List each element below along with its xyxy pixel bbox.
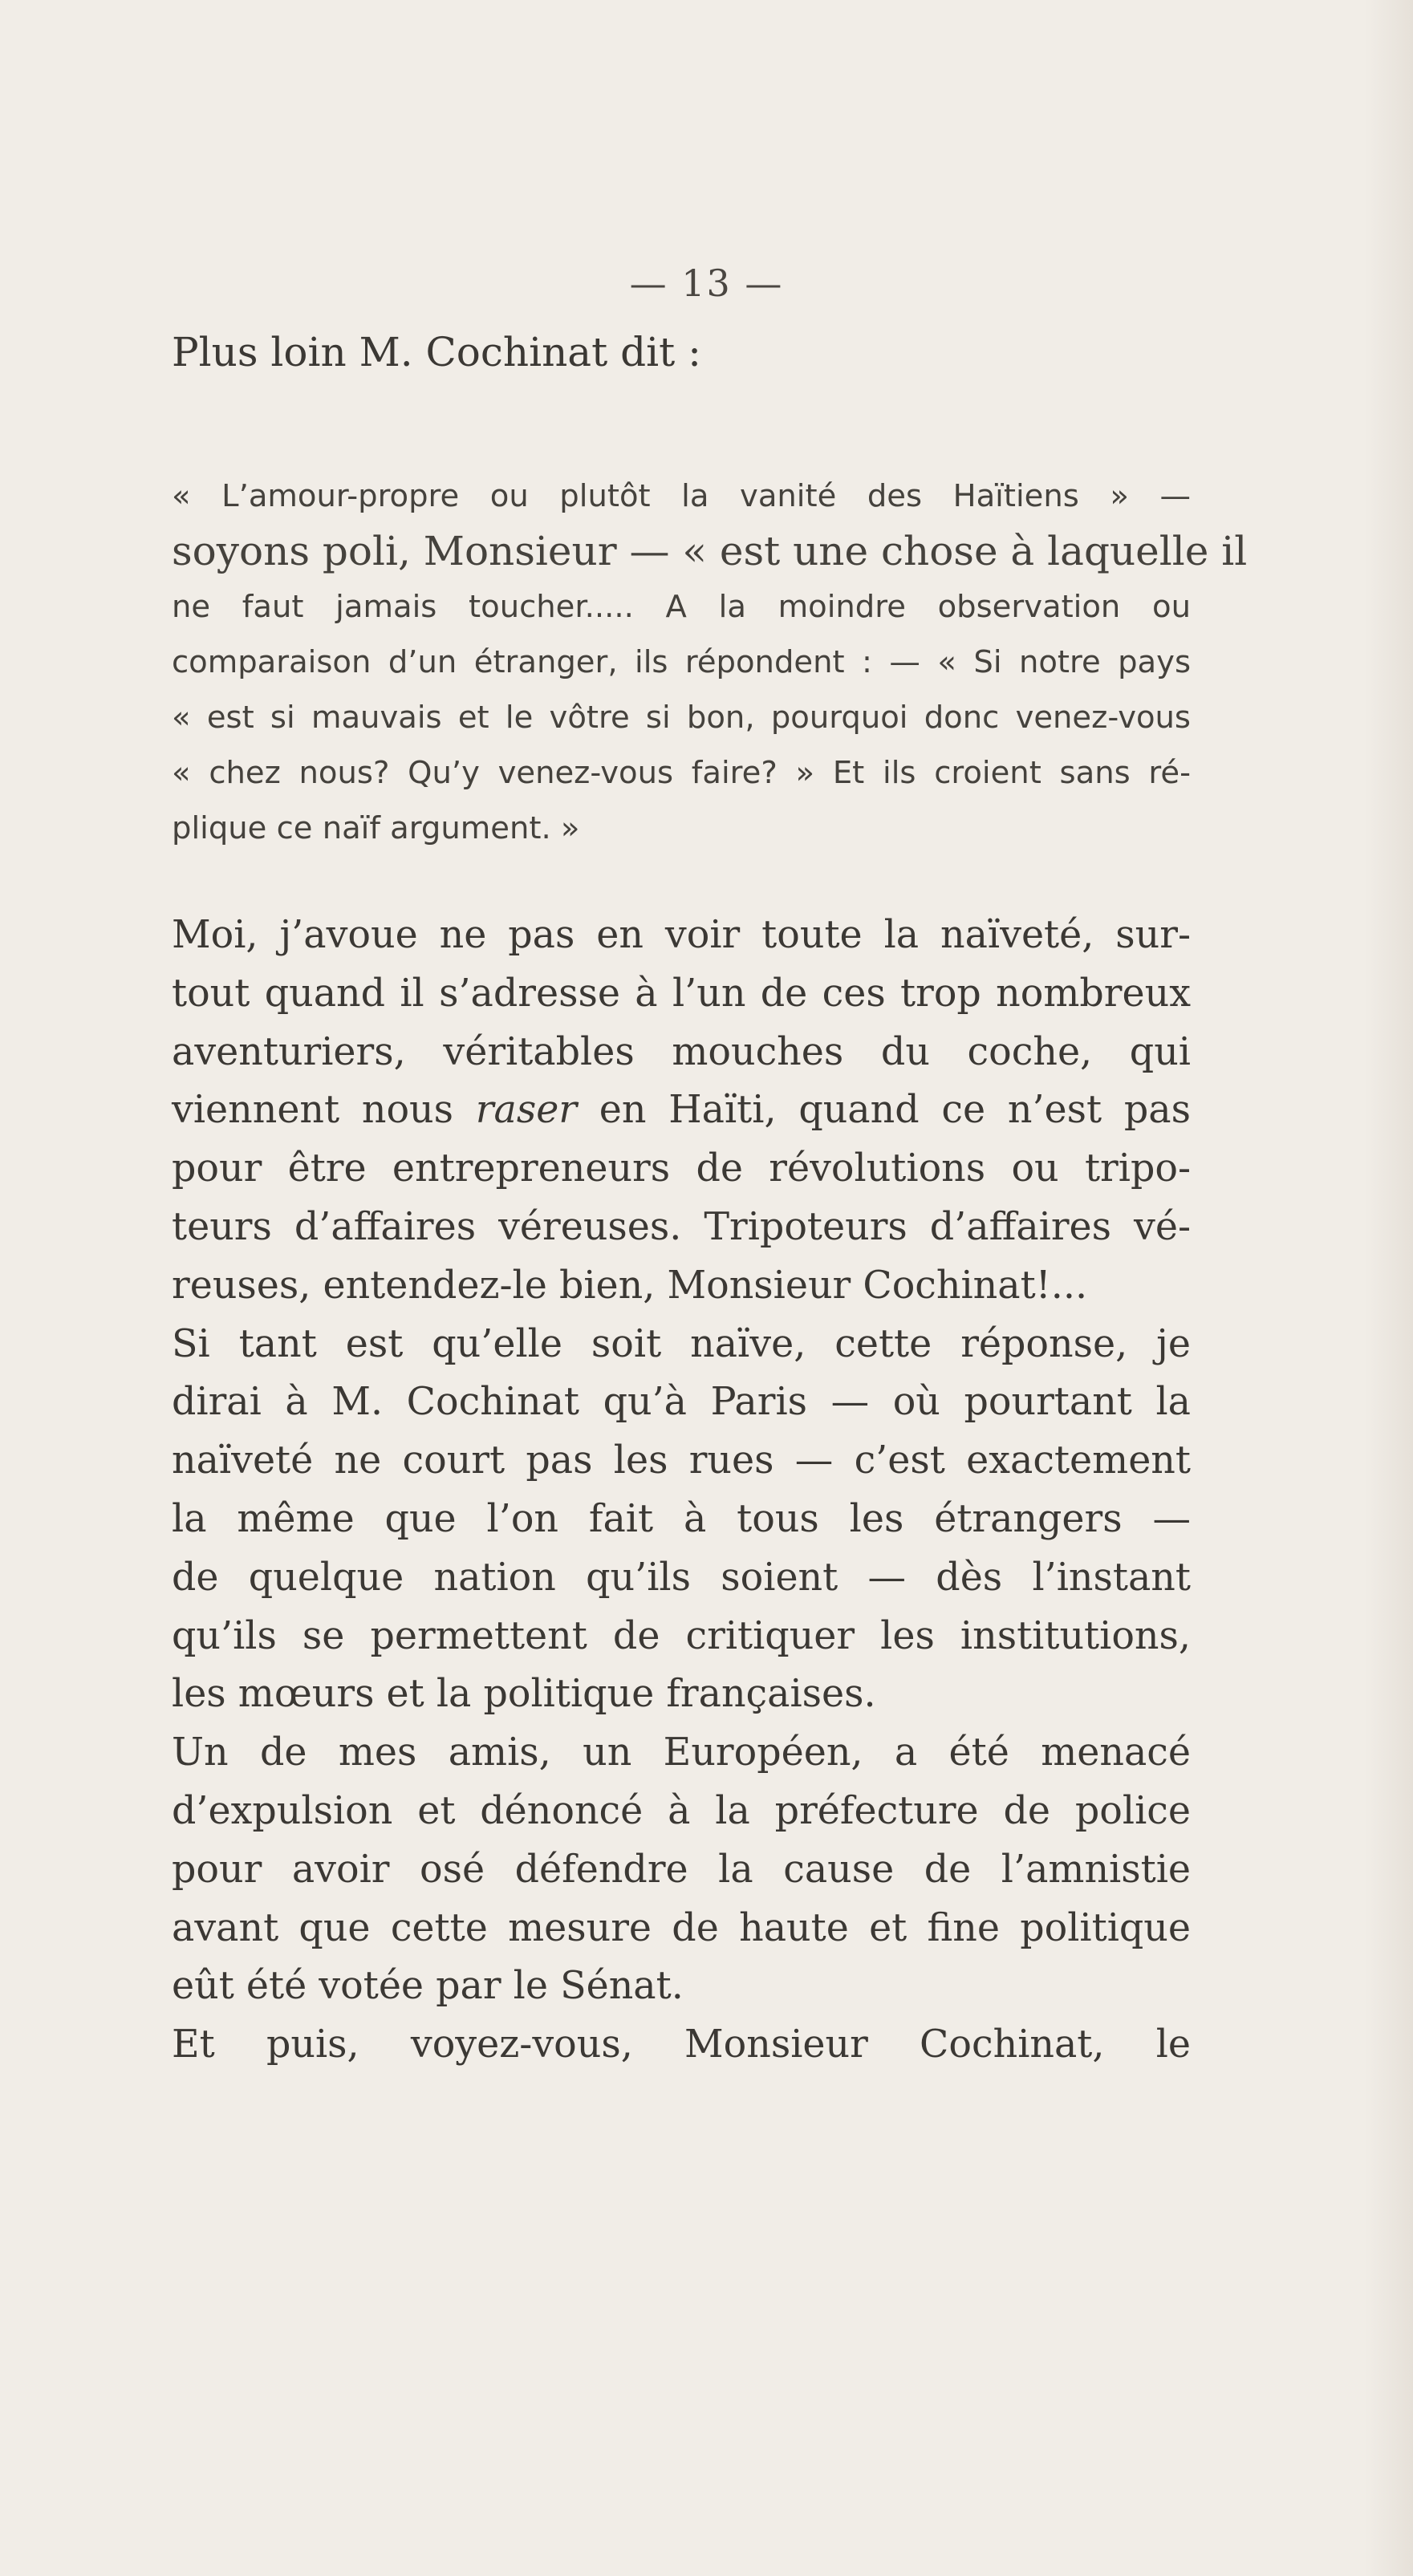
intro-line: Plus loin M. Cochinat dit : — [172, 329, 701, 375]
body-line: viennent nous raser en Haïti, quand ce n’est pas — [172, 1088, 1191, 1133]
page-edge-shadow — [1365, 0, 1413, 2576]
body-line: teurs d’affaires véreuses. Tripoteurs d’affaires vé- — [172, 1204, 1191, 1249]
body-line: la même que l’on fait à tous les étrangers — — [172, 1496, 1191, 1541]
quote-line: « chez nous? Qu’y venez-vous faire? » Et ils croient sans ré- — [172, 755, 1191, 791]
quote-line: soyons poli, Monsieur — « est une chose à laquelle il — [172, 528, 1248, 574]
quote-line: « L’amour-propre ou plutôt la vanité des Haïtiens » — — [172, 478, 1191, 514]
body-line: dirai à M. Cochinat qu’à Paris — où pourtant la — [172, 1380, 1191, 1425]
body-line: naïveté ne court pas les rues — c’est exactement — [172, 1438, 1191, 1483]
body-line: pour être entrepreneurs de révolutions ou tripo- — [172, 1146, 1191, 1191]
emphasized-word: raser — [475, 1088, 578, 1133]
body-line: pour avoir osé défendre la cause de l’amnistie — [172, 1847, 1191, 1892]
body-line: tout quand il s’adresse à l’un de ces trop nombreux — [172, 971, 1191, 1016]
quote-line: « est si mauvais et le vôtre si bon, pourquoi donc venez-vous — [172, 700, 1191, 736]
body-line: Si tant est qu’elle soit naïve, cette réponse, je — [172, 1321, 1191, 1366]
body-line: avant que cette mesure de haute et fine politique — [172, 1905, 1191, 1950]
body-line: reuses, entendez-le bien, Monsieur Cochinat!... — [172, 1263, 1088, 1308]
quotation-block — [172, 469, 1248, 856]
body-line: aventuriers, véritables mouches du coche, qui — [172, 1029, 1191, 1074]
body-line: eût été votée par le Sénat. — [172, 1964, 684, 2009]
body-line: qu’ils se permettent de critiquer les institutions, — [172, 1613, 1191, 1658]
quote-line: ne faut jamais toucher..... A la moindre observation ou — [172, 589, 1191, 625]
body-line: les mœurs et la politique françaises. — [172, 1672, 876, 1717]
quote-line: plique ce naïf argument. » — [172, 810, 580, 846]
body-line: Moi, j’avoue ne pas en voir toute la naïveté, sur- — [172, 913, 1191, 957]
body-text — [172, 907, 1191, 2075]
quote-line: comparaison d’un étranger, ils répondent : — « Si notre pays — [172, 644, 1191, 680]
page-number: — 13 — — [629, 262, 784, 305]
body-line: Un de mes amis, un Européen, a été menacé — [172, 1730, 1191, 1775]
body-line: de quelque nation qu’ils soient — dès l’instant — [172, 1555, 1191, 1600]
body-line: d’expulsion et dénoncé à la préfecture de police — [172, 1788, 1191, 1833]
body-line: Et puis, voyez-vous, Monsieur Cochinat, le — [172, 2022, 1191, 2067]
